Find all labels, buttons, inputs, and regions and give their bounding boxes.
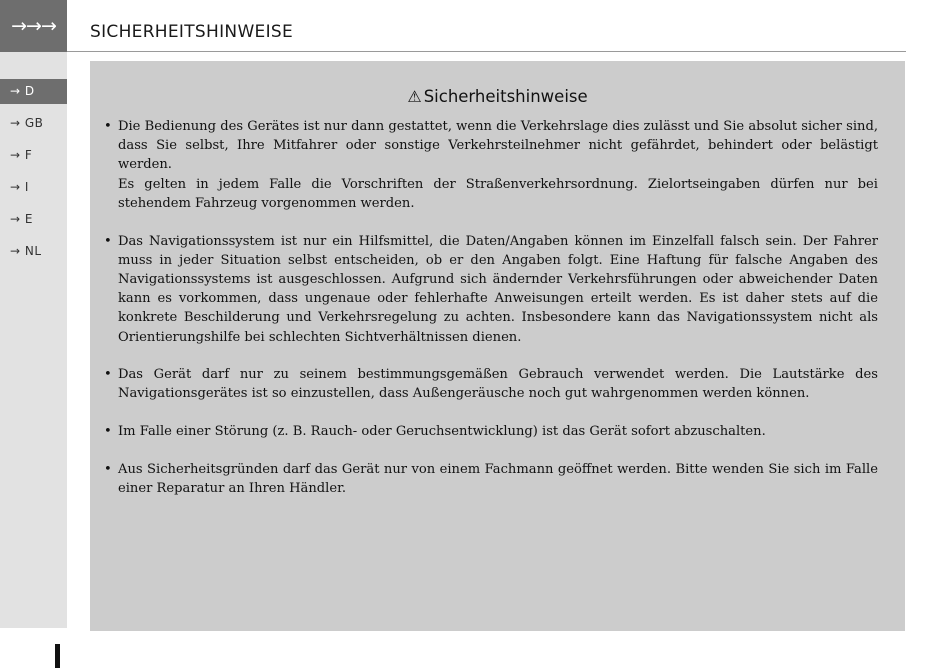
bullet-text: Es gelten in jedem Falle die Vorschriften der Straßenverkehrsordnung. Zielortseingaben dürfen nur bei stehendem Fahrzeug vorgenommen werden. bbox=[118, 176, 878, 211]
bullet-text: Aus Sicherheitsgründen darf das Gerät nur von einem Fachmann geöffnet werden. Bitte wenden Sie sich im Falle einer Reparatur an Ihren Händler. bbox=[118, 461, 878, 497]
safety-bullet-list bbox=[104, 117, 878, 517]
bullet-icon: • bbox=[104, 367, 112, 383]
page-title: SICHERHEITSHINWEISE bbox=[90, 22, 294, 42]
sidebar-item-nl[interactable]: → NL bbox=[10, 244, 42, 258]
language-sidebar bbox=[0, 52, 67, 628]
list-item bbox=[104, 232, 878, 347]
sidebar-item-d[interactable]: → D bbox=[0, 79, 67, 104]
bullet-text: Das Gerät darf nur zu seinem bestimmungsgemäßen Gebrauch verwendet werden. Die Lautstärke des Navigationsgerätes ist so einzustellen, dass Außengeräusche noch gut wahrgenommen werden können. bbox=[118, 367, 878, 402]
list-item bbox=[104, 365, 878, 403]
bullet-icon: • bbox=[104, 461, 112, 477]
panel-heading bbox=[90, 87, 905, 106]
list-item bbox=[104, 460, 878, 498]
list-item bbox=[104, 422, 878, 441]
bullet-text: Die Bedienung des Gerätes ist nur dann gestattet, wenn die Verkehrslage dies zulässt und Sie absolut sicher sind, dass Sie selbst, Ihre Mitfahrer oder sonstige Verkehrsteilnehmer nicht gefährdet, behindert oder belästigt werden. bbox=[118, 119, 878, 173]
sidebar-item-e[interactable]: → E bbox=[10, 212, 33, 226]
bullet-text: Das Navigationssystem ist nur ein Hilfsmittel, die Daten/Angaben können im Einzelfall falsch sein. Der Fahrer muss in jeder Situation selbst entscheiden, ob er den Angaben folgt. Eine Haftung für falsche Angaben des Navigationssystems ist ausgeschlossen. Aufgrund sich ändernder Verkehrsführungen oder abweichender Daten kann es vorkommen, dass ungenaue oder fehlerhafte Anweisungen erteilt werden. Es ist daher stets auf die konkrete Beschilderung und Verkehrsregelung zu achten. Insbesondere kann das Navigationssystem nicht als Orientierungshilfe bei schlechten Sichtverhältnissen dienen. bbox=[118, 233, 878, 345]
safety-panel bbox=[90, 61, 905, 631]
list-item bbox=[104, 117, 878, 213]
bullet-text: Im Falle einer Störung (z. B. Rauch- oder Geruchsentwicklung) ist das Gerät sofort abzuschalten. bbox=[118, 424, 766, 440]
bullet-icon: • bbox=[104, 233, 112, 249]
sidebar-item-f[interactable]: → F bbox=[10, 148, 33, 162]
title-divider bbox=[67, 51, 906, 52]
bullet-icon: • bbox=[104, 119, 112, 134]
sidebar-item-i[interactable]: → I bbox=[10, 180, 29, 194]
sidebar-item-gb[interactable]: → GB bbox=[10, 116, 44, 130]
panel-heading-text: Sicherheitshinweise bbox=[423, 87, 588, 106]
bullet-icon: • bbox=[104, 424, 112, 440]
page-marker bbox=[55, 644, 60, 668]
header-arrows: →→→ bbox=[0, 0, 67, 52]
warning-icon: ⚠ bbox=[407, 87, 422, 106]
